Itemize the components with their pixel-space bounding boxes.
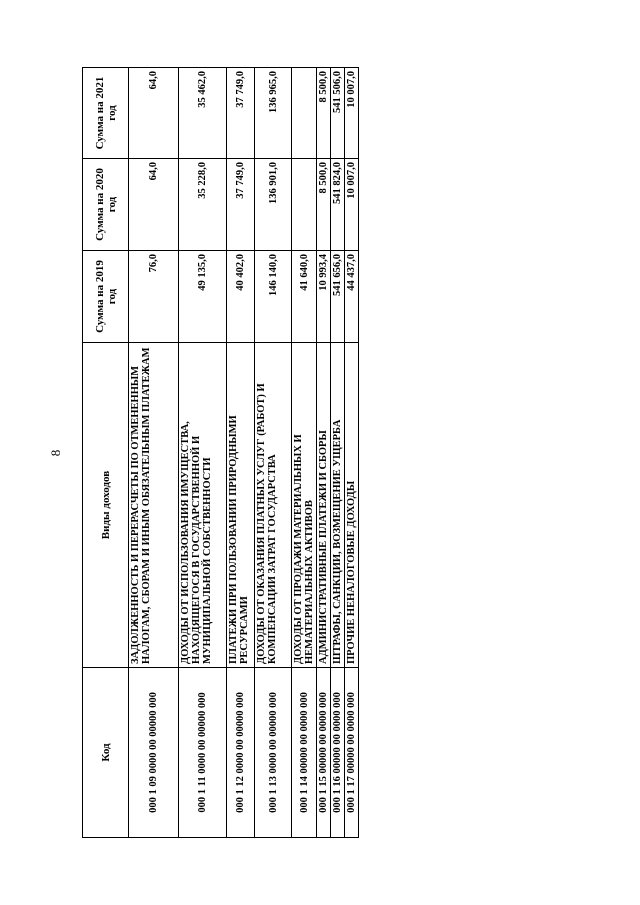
row-revenue-type: ЗАДОЛЖЕННОСТЬ И ПЕРЕРАСЧЕТЫ ПО ОТМЕНЕННЫМ НАЛОГАМ, СБОРАМ И ИНЫМ ОБЯЗАТЕЛЬНЫМ ПЛАТЕЖАМ [129,343,179,668]
row-revenue-type: ДОХОДЫ ОТ ИСПОЛЬЗОВАНИЯ ИМУЩЕСТВА, НАХОДЯЩЕГОСЯ В ГОСУДАРСТВЕННОЙ И МУНИЦИПАЛЬНОЙ СОБСТВЕННОСТИ [179,343,227,668]
row-sum-2020: 35 228,0 [179,159,227,251]
table-row [255,68,292,838]
row-sum-2019: 40 402,0 [227,251,255,343]
row-sum-2021: 136 965,0 [255,68,292,159]
row-revenue-type: ПРОЧИЕ НЕНАЛОГОВЫЕ ДОХОДЫ [345,343,359,668]
row-revenue-type: ШТРАФЫ, САНКЦИИ, ВОЗМЕЩЕНИЕ УЩЕРБА [331,343,345,668]
row-code: 000 1 15 00000 00 0000 000 [317,668,331,838]
header-sum-2019: Сумма на 2019 год [83,251,129,343]
row-sum-2020: 10 007,0 [345,159,359,251]
row-sum-2020 [292,159,317,251]
row-code: 000 1 14 00000 00 0000 000 [292,668,317,838]
row-code: 000 1 09 0000 00 00000 000 [129,668,179,838]
row-sum-2021: 541 506,0 [331,68,345,159]
table-row [227,68,255,838]
row-sum-2019: 146 140,0 [255,251,292,343]
table-row [179,68,227,838]
row-revenue-type: АДМИНИСТРАТИВНЫЕ ПЛАТЕЖИ И СБОРЫ [317,343,331,668]
row-sum-2021: 64,0 [129,68,179,159]
row-sum-2021: 35 462,0 [179,68,227,159]
row-sum-2021: 8 500,0 [317,68,331,159]
row-sum-2020: 541 824,0 [331,159,345,251]
table-row [331,68,345,838]
row-sum-2019: 10 993,4 [317,251,331,343]
row-sum-2020: 8 500,0 [317,159,331,251]
row-sum-2020: 136 901,0 [255,159,292,251]
row-sum-2019: 41 640,0 [292,251,317,343]
table-header-row [83,68,129,838]
row-sum-2020: 64,0 [129,159,179,251]
rotated-table-container [82,68,355,838]
table-row [317,68,331,838]
row-sum-2021: 10 007,0 [345,68,359,159]
row-revenue-type: ДОХОДЫ ОТ ПРОДАЖИ МАТЕРИАЛЬНЫХ И НЕМАТЕРИАЛЬНЫХ АКТИВОВ [292,343,317,668]
row-revenue-type: ПЛАТЕЖИ ПРИ ПОЛЬЗОВАНИИ ПРИРОДНЫМИ РЕСУРСАМИ [227,343,255,668]
row-sum-2019: 76,0 [129,251,179,343]
row-sum-2019: 49 135,0 [179,251,227,343]
row-revenue-type: ДОХОДЫ ОТ ОКАЗАНИЯ ПЛАТНЫХ УСЛУГ (РАБОТ) И КОМПЕНСАЦИИ ЗАТРАТ ГОСУДАРСТВА [255,343,292,668]
table-row [292,68,317,838]
row-sum-2021 [292,68,317,159]
row-code: 000 1 17 00000 00 0000 000 [345,668,359,838]
row-sum-2020: 37 749,0 [227,159,255,251]
header-sum-2020: Сумма на 2020 год [83,159,129,251]
header-revenue-type: Виды доходов [83,343,129,668]
page-number: 8 [48,449,63,457]
header-sum-2021: Сумма на 2021 год [83,68,129,159]
row-code: 000 1 12 0000 00 00000 000 [227,668,255,838]
table-row [345,68,359,838]
revenue-table [82,67,359,838]
row-sum-2021: 37 749,0 [227,68,255,159]
table-row [129,68,179,838]
row-sum-2019: 541 656,0 [331,251,345,343]
row-code: 000 1 13 0000 00 00000 000 [255,668,292,838]
row-code: 000 1 16 00000 00 0000 000 [331,668,345,838]
row-code: 000 1 11 0000 00 00000 000 [179,668,227,838]
row-sum-2019: 44 437,0 [345,251,359,343]
header-code: Код [83,668,129,838]
